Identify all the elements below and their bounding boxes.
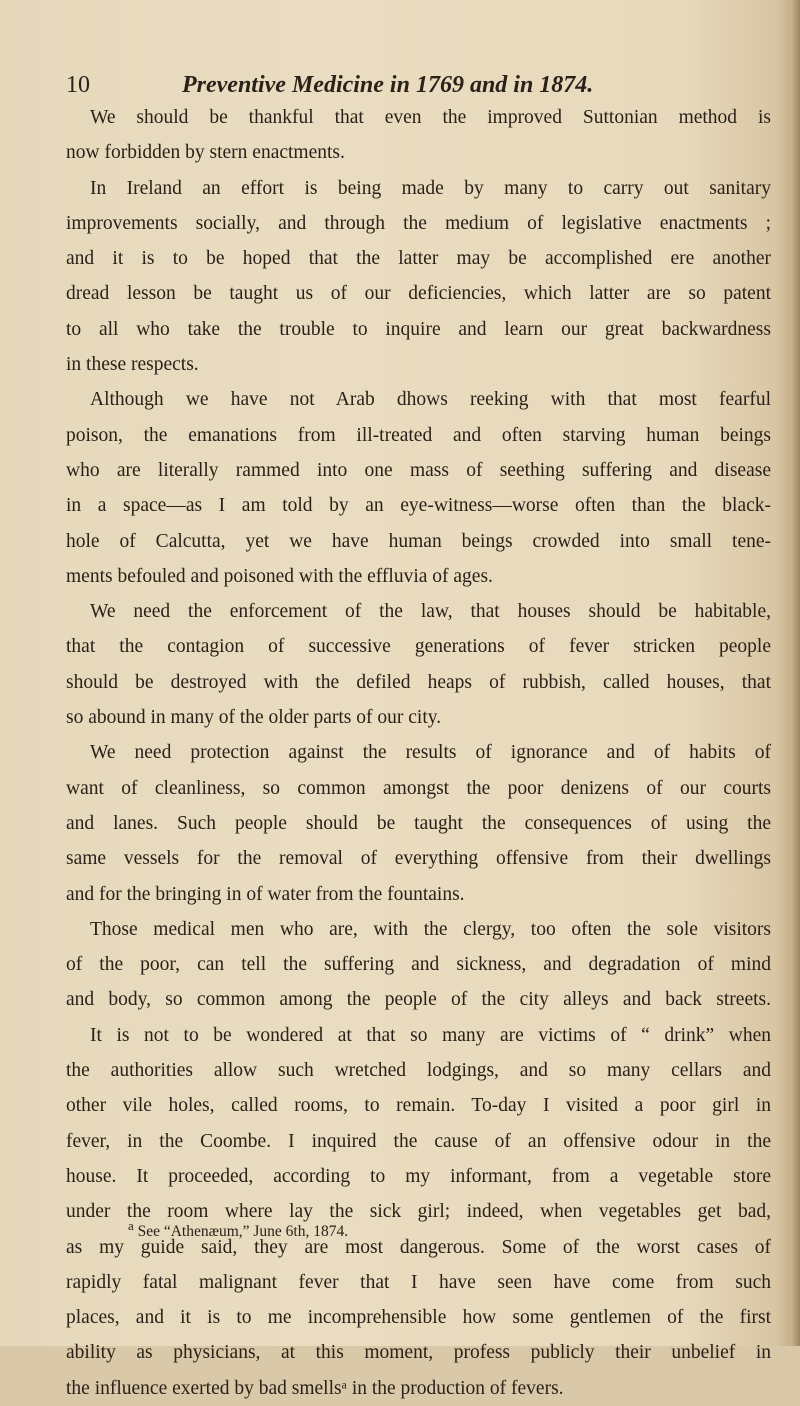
running-title: Preventive Medicine in 1769 and in 1874.	[182, 72, 594, 98]
text-line: in a space—as I am told by an eye-witness—worse often than the black-	[66, 495, 771, 517]
text-line: same vessels for the removal of everything offensive from their dwellings	[66, 848, 771, 870]
text-line: and lanes. Such people should be taught the consequences of using the	[66, 812, 771, 834]
text-line: to all who take the trouble to inquire and learn our great backwardness	[66, 318, 771, 340]
text-line: the authorities allow such wretched lodgings, and so many cellars and	[66, 1060, 771, 1082]
text-line: now forbidden by stern enactments.	[66, 142, 345, 164]
text-line: places, and it is to me incomprehensible how some gentlemen of the first	[66, 1307, 771, 1329]
text-line: should be destroyed with the defiled heaps of rubbish, called houses, that	[66, 671, 771, 693]
text-line: hole of Calcutta, yet we have human beings crowded into small tene-	[66, 530, 771, 552]
text-line: so abound in many of the older parts of our city.	[66, 707, 442, 729]
running-header	[66, 72, 766, 99]
text-line: rapidly fatal malignant fever that I have seen have come from such	[66, 1271, 771, 1293]
footnote	[128, 1218, 348, 1241]
text-line: In Ireland an effort is being made by many to carry out sanitary	[90, 177, 771, 199]
text-line: of the poor, can tell the suffering and sickness, and degradation of mind	[66, 954, 771, 976]
text-line: We should be thankful that even the improved Suttonian method is	[90, 107, 771, 128]
text-line: We need the enforcement of the law, that houses should be habitable,	[90, 601, 771, 623]
text-line: Although we have not Arab dhows reeking with that most fearful	[90, 389, 771, 411]
footnote-marker: a	[128, 1218, 134, 1233]
text-line: ability as physicians, at this moment, profess publicly their unbelief in	[66, 1342, 771, 1364]
text-line: and body, so common among the people of the city alleys and back streets.	[66, 989, 771, 1011]
text-line: other vile holes, called rooms, to remain. To-day I visited a poor girl in	[66, 1095, 771, 1117]
text-line: as my guide said, they are most dangerous. Some of the worst cases of	[66, 1236, 771, 1258]
page-edge-shadow	[790, 0, 800, 1346]
text-line: poison, the emanations from ill-treated and often starving human beings	[66, 424, 771, 446]
text-line: under the room where lay the sick girl; indeed, when vegetables get bad,	[66, 1201, 771, 1223]
text-line: Those medical men who are, with the clergy, too often the sole visitors	[90, 918, 771, 940]
page-number: 10	[66, 72, 90, 98]
text-line: improvements socially, and through the medium of legislative enactments ;	[66, 212, 771, 234]
text-line: dread lesson be taught us of our deficiencies, which latter are so patent	[66, 283, 771, 305]
text-line: the influence exerted by bad smellsᵃ in the production of fevers.	[66, 1377, 564, 1399]
text-line: house. It proceeded, according to my informant, from a vegetable store	[66, 1165, 771, 1187]
text-line: want of cleanliness, so common amongst the poor denizens of our courts	[66, 777, 771, 799]
text-line: fever, in the Coombe. I inquired the cause of an offensive odour in the	[66, 1130, 771, 1152]
text-line: It is not to be wondered at that so many are victims of “ drink” when	[90, 1024, 771, 1046]
footnote-text: See “Athenæum,” June 6th, 1874.	[137, 1223, 349, 1241]
body-text	[66, 100, 771, 1406]
text-line: that the contagion of successive generations of fever stricken people	[66, 636, 771, 658]
text-line: We need protection against the results of ignorance and of habits of	[90, 742, 771, 764]
text-line: and it is to be hoped that the latter may be accomplished ere another	[66, 248, 771, 270]
text-line: who are literally rammed into one mass of seething suffering and disease	[66, 459, 771, 481]
text-line: in these respects.	[66, 354, 199, 376]
text-line: ments befouled and poisoned with the effluvia of ages.	[66, 565, 493, 587]
text-line: and for the bringing in of water from the fountains.	[66, 883, 465, 905]
